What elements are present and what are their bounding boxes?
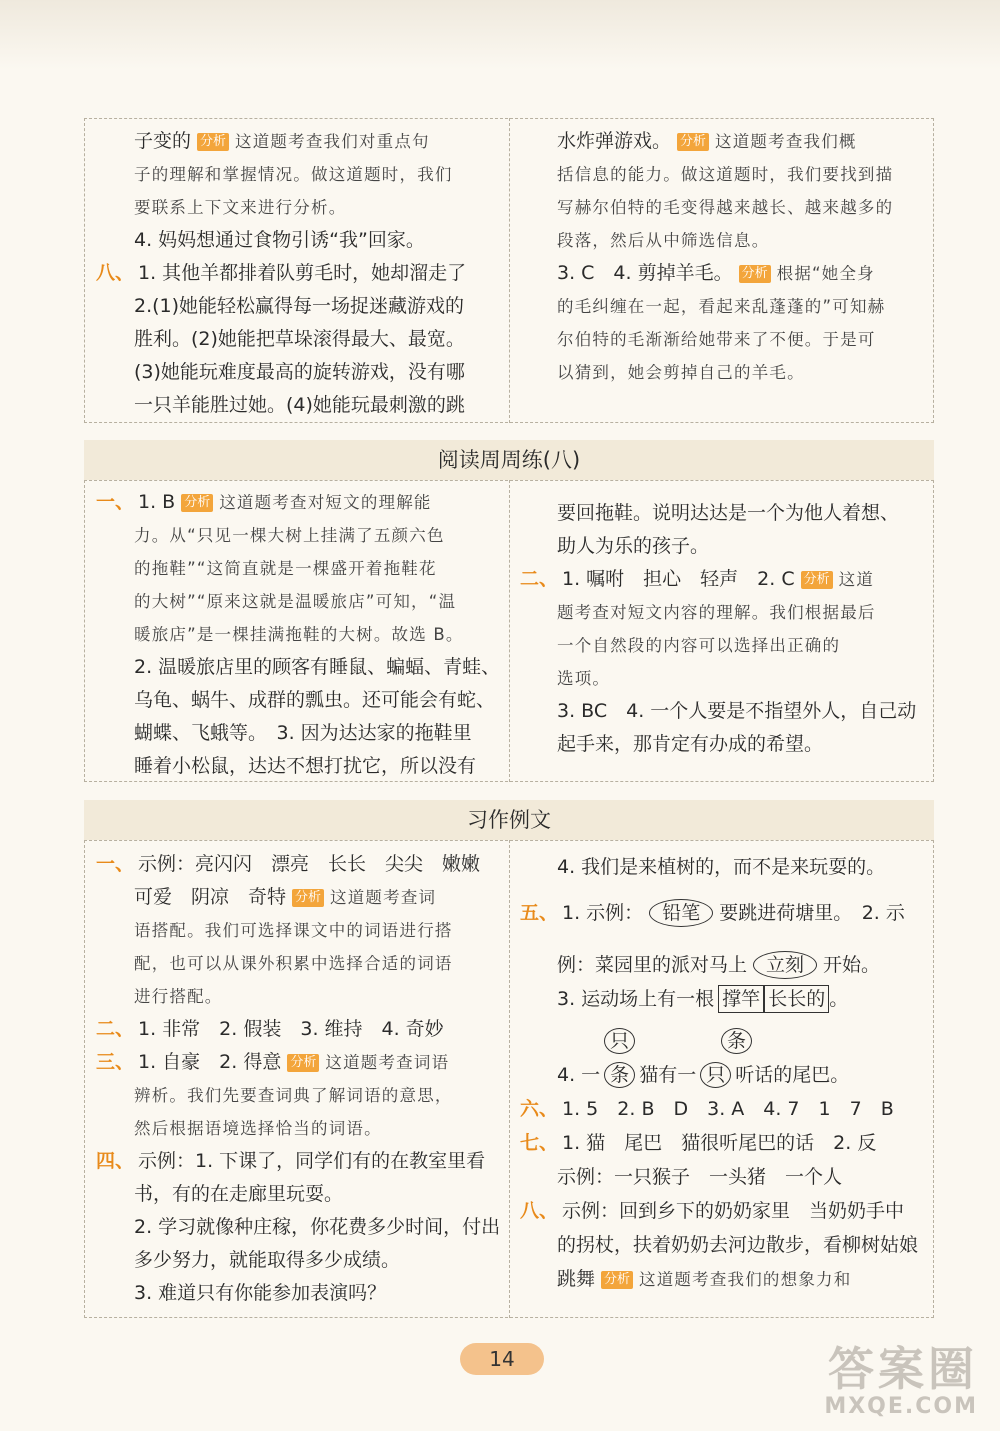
- text-line: 3. 难道只有你能参加表演吗？: [134, 1282, 387, 1304]
- question-number: 四、: [96, 1150, 135, 1172]
- question-number: 六、: [520, 1098, 559, 1120]
- text-line: 听话的尾巴。: [735, 1064, 850, 1086]
- text-line: 一只羊能胜过她。(4)她能玩最刺激的跳: [134, 394, 465, 416]
- text-line: 4. 妈妈想通过食物引诱“我”回家。: [134, 229, 425, 251]
- question-number: 二、: [520, 568, 559, 590]
- question-number: 三、: [96, 1051, 135, 1073]
- text-line: 配，也可以从课外积累中选择合适的词语: [134, 954, 453, 973]
- sec2-left-column: [96, 486, 500, 783]
- text-line: 书，有的在走廊里玩耍。: [134, 1183, 344, 1205]
- column-divider-3: [509, 840, 510, 1318]
- analysis-tag: 分析: [801, 571, 833, 589]
- text-line: 的大树”“原来这就是温暖旅店”可知，“温: [134, 592, 457, 611]
- watermark-logo: [824, 1344, 978, 1419]
- text-line: 以猜到，她会剪掉自己的羊毛。: [557, 363, 805, 382]
- text-line: 这道题考查词语: [325, 1053, 450, 1072]
- text-line: 1. 其他羊都排着队剪毛时，她却溜走了: [138, 262, 467, 284]
- question-number: 一、: [96, 853, 135, 875]
- text-line: 示例：亮闪闪 漂亮 长长 尖尖 嫩嫩: [138, 853, 481, 875]
- analysis-tag: 分析: [181, 494, 213, 512]
- text-line: 1. 示例：: [562, 902, 644, 924]
- boxed-word: 撑竿: [718, 985, 764, 1013]
- text-line: 助人为乐的孩子。: [557, 535, 710, 557]
- text-line: 胜利。(2)她能把草垛滚得最大、最宽。: [134, 328, 465, 350]
- text-line: 蝴蝶、飞蛾等。 3. 因为达达家的拖鞋里: [134, 722, 472, 744]
- watermark-text: 答案圈: [828, 1342, 978, 1396]
- text-line: 3. C 4. 剪掉羊毛。: [557, 262, 733, 284]
- text-line: 2. 学习就像种庄稼，你花费多少时间，付出: [134, 1216, 501, 1238]
- text-line: 要联系上下文来进行分析。: [134, 198, 347, 217]
- text-line: 2. 温暖旅店里的顾客有睡鼠、蝙蝠、青蛙、: [134, 656, 501, 678]
- text-line: 跳舞: [557, 1268, 596, 1290]
- text-line: 1. 猫 尾巴 猫很听尾巴的话 2. 反: [562, 1132, 877, 1154]
- text-line: 。: [829, 988, 849, 1010]
- text-line: 题考查对短文内容的理解。我们根据最后: [557, 603, 876, 622]
- section-title: 阅读周周练(八): [84, 440, 934, 480]
- sec3-left-column: [96, 848, 500, 1310]
- text-line: 尔伯特的毛渐渐给她带来了不便。于是可: [557, 330, 876, 349]
- text-line: 3. 运动场上有一根: [557, 988, 715, 1010]
- sec2-right-column: [520, 497, 916, 761]
- text-line: 这道题考查我们对重点句: [235, 132, 430, 151]
- text-line: 示例：1. 下课了，同学们有的在教室里看: [138, 1150, 486, 1172]
- text-line: 语搭配。我们可选择课文中的词语进行搭: [134, 921, 453, 940]
- text-line: 子变的: [134, 130, 192, 152]
- text-line: 一个自然段的内容可以选择出正确的: [557, 636, 841, 655]
- question-number: 七、: [520, 1132, 559, 1154]
- text-line: 这道题考查我们的想象力和: [639, 1270, 852, 1289]
- question-number: 八、: [520, 1200, 559, 1222]
- section-title: 习作例文: [84, 800, 934, 840]
- circled-char: 条: [604, 1062, 635, 1088]
- analysis-tag: 分析: [197, 133, 229, 151]
- text-line: 起手来，那肯定有办成的希望。: [557, 733, 824, 755]
- text-line: 这道: [838, 570, 875, 589]
- text-line: 示例：一只猴子 一头猪 一个人: [557, 1166, 843, 1188]
- text-line: 这道题考查对短文的理解能: [219, 493, 432, 512]
- text-line: 的拖鞋”“这简直就是一棵盛开着拖鞋花: [134, 559, 437, 578]
- text-line: 乌龟、蜗牛、成群的瓢虫。还可能会有蛇、: [134, 689, 496, 711]
- text-line: 辨析。我们先要查词典了解词语的意思，: [134, 1086, 453, 1105]
- text-line: 括信息的能力。做这道题时，我们要找到描: [557, 165, 894, 184]
- text-line: 然后根据语境选择恰当的词语。: [134, 1119, 382, 1138]
- text-line: 暖旅店”是一棵挂满拖鞋的大树。故选 B。: [134, 625, 464, 644]
- column-divider-1: [509, 118, 510, 423]
- column-divider-2: [509, 480, 510, 782]
- analysis-tag: 分析: [292, 889, 324, 907]
- text-line: 要回拖鞋。说明达达是一个为他人着想、: [557, 502, 900, 524]
- text-line: 1. 自豪 2. 得意: [138, 1051, 282, 1073]
- text-line: 的拐杖，扶着奶奶去河边散步，看柳树姑娘: [557, 1234, 919, 1256]
- text-line: 进行搭配。: [134, 987, 223, 1006]
- text-line: 的毛纠缠在一起，看起来乱蓬蓬的”可知赫: [557, 297, 886, 316]
- text-line: 开始。: [823, 954, 881, 976]
- text-line: 要跳进荷塘里。 2. 示: [719, 902, 905, 924]
- text-line: 段落，然后从中筛选信息。: [557, 231, 770, 250]
- boxed-word: 长长的: [764, 985, 829, 1013]
- text-line: 这道题考查我们概: [715, 132, 857, 151]
- text-line: 示例：回到乡下的奶奶家里 当奶奶手中: [562, 1200, 905, 1222]
- text-line: 4. 我们是来植树的，而不是来玩耍的。: [557, 856, 886, 878]
- drawn-word-pencil: 铅笔: [649, 899, 713, 927]
- page-number: 14: [460, 1343, 544, 1375]
- text-line: 这道题考查词: [330, 888, 437, 907]
- question-number: 二、: [96, 1018, 135, 1040]
- analysis-tag: 分析: [739, 265, 771, 283]
- sec1-right-column: [557, 125, 893, 389]
- text-line: 可爱 阴凉 奇特: [134, 886, 287, 908]
- text-line: 3. BC 4. 一个人要是不指望外人，自己动: [557, 700, 917, 722]
- text-line: 1. 非常 2. 假装 3. 维持 4. 奇妙: [138, 1018, 444, 1040]
- watermark-url: MXQE.COM: [824, 1394, 978, 1419]
- circled-char: 只: [700, 1062, 731, 1088]
- text-line: 选项。: [557, 669, 611, 688]
- text-line: 力。从“只见一棵大树上挂满了五颜六色: [134, 526, 445, 545]
- analysis-tag: 分析: [601, 1271, 633, 1289]
- circled-char: 条: [721, 1028, 752, 1054]
- text-line: 水炸弹游戏。: [557, 130, 672, 152]
- circled-word: 立刻: [753, 951, 817, 979]
- text-line: 2.(1)她能轻松赢得每一场捉迷藏游戏的: [134, 295, 465, 317]
- text-line: 写赫尔伯特的毛变得越来越长、越来越多的: [557, 198, 894, 217]
- sec3-right-column: [520, 850, 918, 1297]
- text-line: (3)她能玩难度最高的旋转游戏，没有哪: [134, 361, 465, 383]
- analysis-tag: 分析: [287, 1054, 319, 1072]
- sec1-left-column: [96, 125, 466, 422]
- circled-char: 只: [604, 1028, 635, 1054]
- analysis-tag: 分析: [677, 133, 709, 151]
- text-line: 1. 嘱咐 担心 轻声 2. C: [562, 568, 795, 590]
- question-number: 八、: [96, 262, 135, 284]
- question-number: 一、: [96, 491, 135, 513]
- text-line: 猫有一: [639, 1064, 697, 1086]
- top-band: [0, 0, 1000, 70]
- text-line: 根据“她全身: [776, 264, 875, 283]
- text-line: 多少努力，就能取得多少成绩。: [134, 1249, 401, 1271]
- text-line: 睡着小松鼠，达达不想打扰它，所以没有: [134, 755, 477, 777]
- question-number: 五、: [520, 902, 559, 924]
- text-line: 1. 5 2. B D 3. A 4. 7 1 7 B: [562, 1098, 894, 1120]
- text-line: 1. B: [138, 491, 176, 513]
- text-line: 4. 一: [557, 1064, 601, 1086]
- text-line: 子的理解和掌握情况。做这道题时，我们: [134, 165, 453, 184]
- text-line: 例：菜园里的派对马上: [557, 954, 748, 976]
